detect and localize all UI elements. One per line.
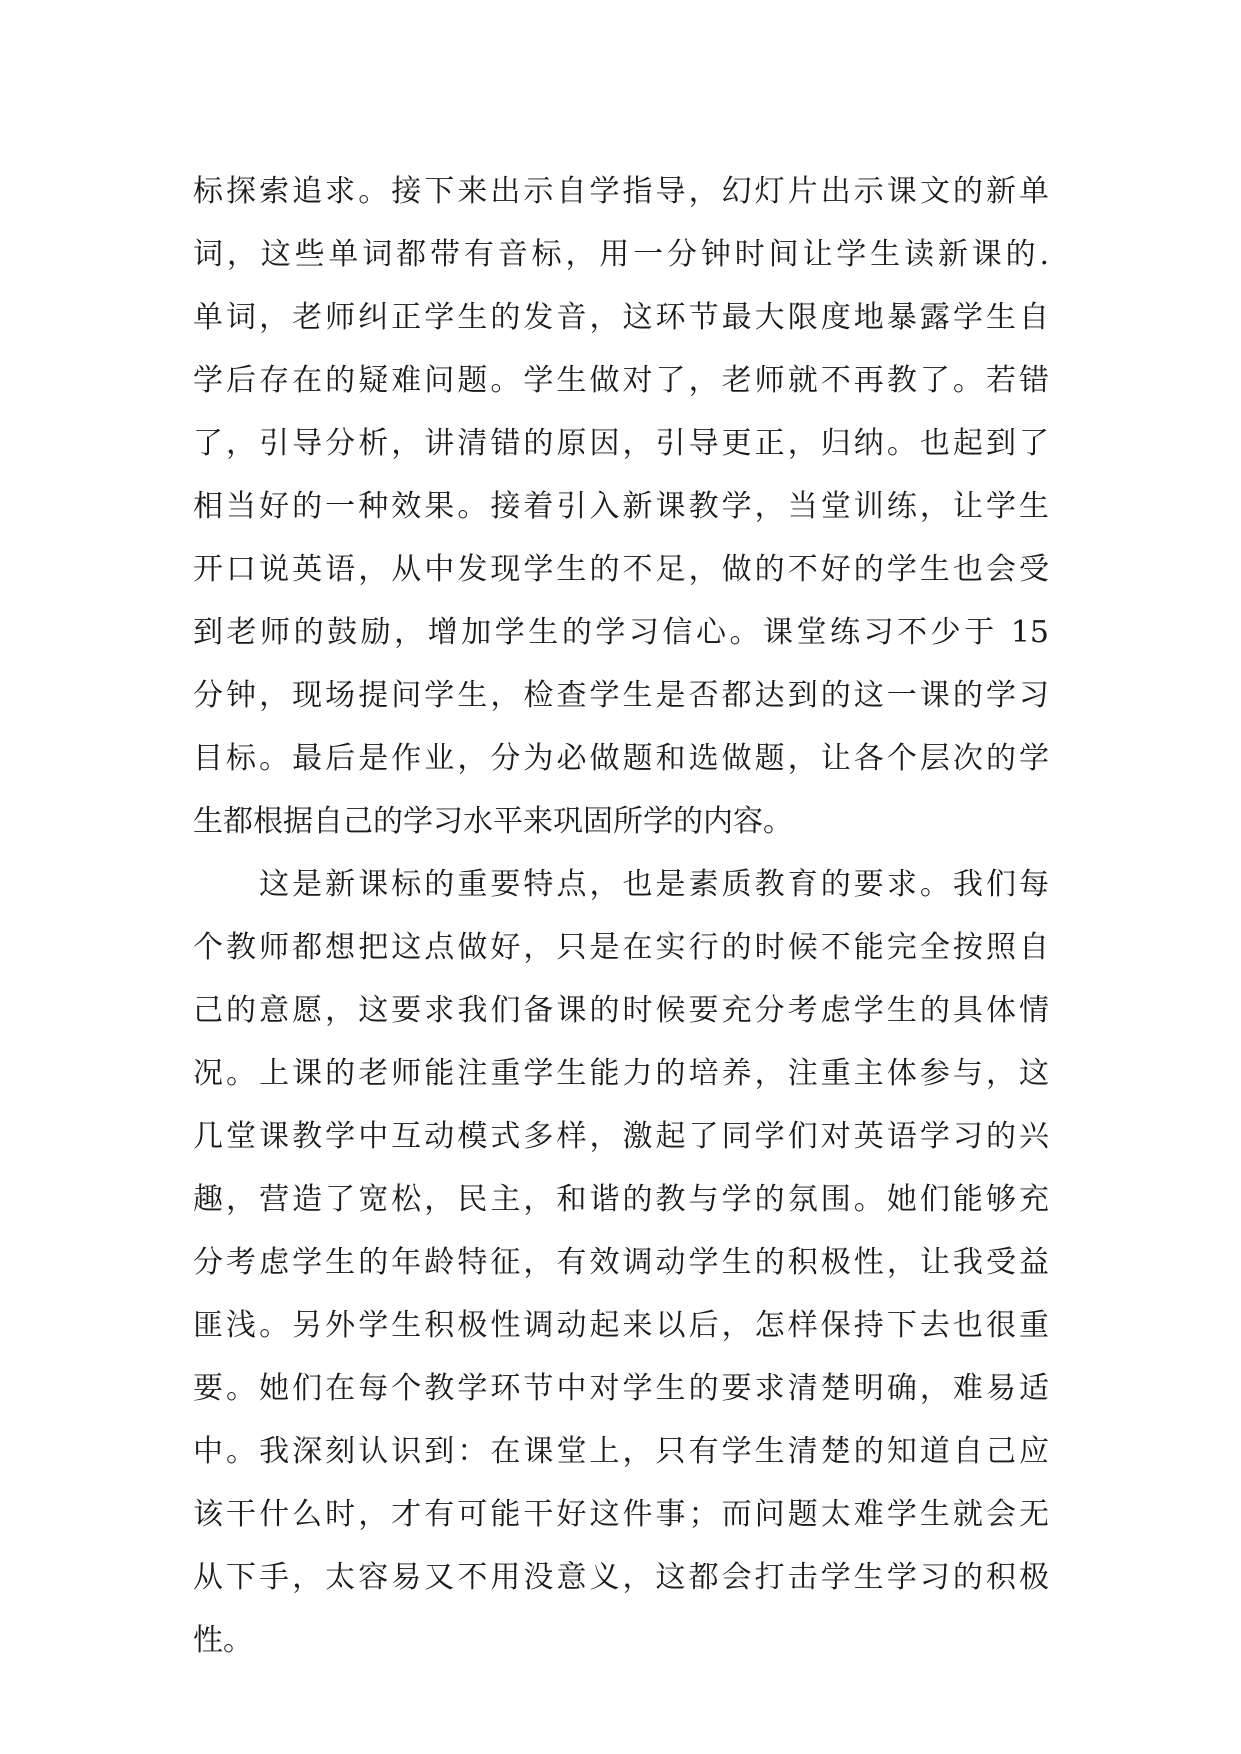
text-line: 趣，营造了宽松，民主，和谐的教与学的氛围。她们能够充	[193, 1182, 1049, 1217]
text-line: 中。我深刻认识到：在课堂上，只有学生清楚的知道自己应	[193, 1434, 1049, 1469]
text-line: 性。	[193, 1623, 253, 1658]
text-line: 匪浅。另外学生积极性调动起来以后，怎样保持下去也很重	[193, 1308, 1049, 1343]
document-body	[193, 160, 1049, 1672]
text-line: 几堂课教学中互动模式多样，激起了同学们对英语学习的兴	[193, 1119, 1049, 1154]
text-line: 分钟，现场提问学生，检查学生是否都达到的这一课的学习	[193, 678, 1049, 713]
text-line: 要。她们在每个教学环节中对学生的要求清楚明确，难易适	[193, 1371, 1049, 1406]
text-line: 标探索追求。接下来出示自学指导，幻灯片出示课文的新单	[193, 174, 1049, 209]
text-line: 到老师的鼓励，增加学生的学习信心。课堂练习不少于 15	[193, 615, 1049, 650]
paragraph-1	[193, 160, 1049, 853]
text-line: 单词，老师纠正学生的发音，这环节最大限度地暴露学生自	[193, 300, 1049, 335]
text-line: 分考虑学生的年龄特征，有效调动学生的积极性，让我受益	[193, 1245, 1049, 1280]
text-line: 该干什么时，才有可能干好这件事；而问题太难学生就会无	[193, 1497, 1049, 1532]
text-line: 这是新课标的重要特点，也是素质教育的要求。我们每	[193, 867, 1049, 902]
text-line: 词，这些单词都带有音标，用一分钟时间让学生读新课的.	[193, 237, 1049, 272]
text-line: 相当好的一种效果。接着引入新课教学，当堂训练，让学生	[193, 489, 1049, 524]
text-line: 学后存在的疑难问题。学生做对了，老师就不再教了。若错	[193, 363, 1049, 398]
text-line: 生都根据自己的学习水平来巩固所学的内容。	[193, 804, 793, 839]
text-line: 从下手，太容易又不用没意义，这都会打击学生学习的积极	[193, 1560, 1049, 1595]
text-line: 目标。最后是作业，分为必做题和选做题，让各个层次的学	[193, 741, 1049, 776]
paragraph-2	[193, 853, 1049, 1672]
text-line: 了，引导分析，讲清错的原因，引导更正，归纳。也起到了	[193, 426, 1049, 461]
text-line: 开口说英语，从中发现学生的不足，做的不好的学生也会受	[193, 552, 1049, 587]
text-line: 个教师都想把这点做好，只是在实行的时候不能完全按照自	[193, 930, 1049, 965]
text-line: 况。上课的老师能注重学生能力的培养，注重主体参与，这	[193, 1056, 1049, 1091]
text-line: 己的意愿，这要求我们备课的时候要充分考虑学生的具体情	[193, 993, 1049, 1028]
